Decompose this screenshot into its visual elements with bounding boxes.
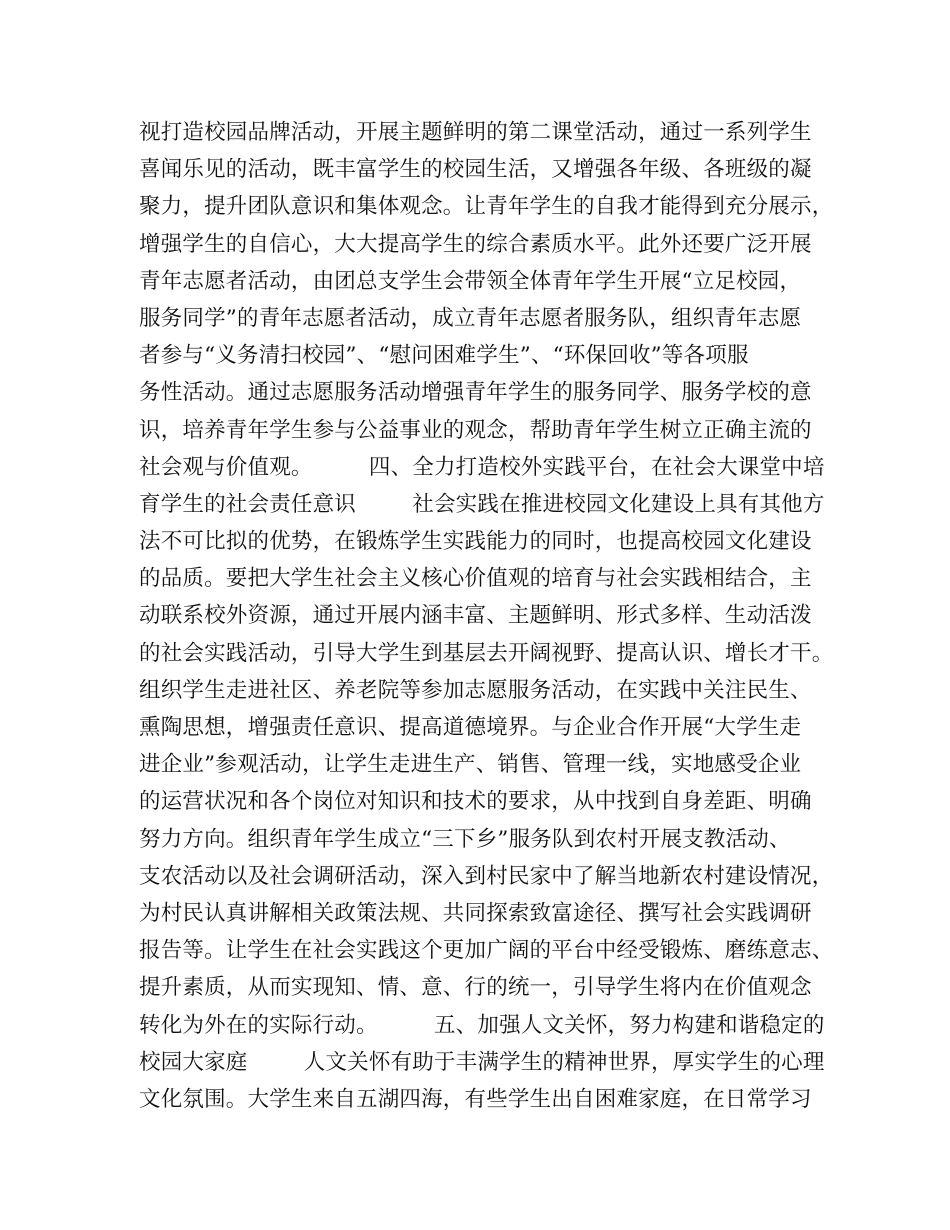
text-line: 的品质。要把大学生社会主义核心价值观的培育与社会实践相结合，主 (139, 566, 812, 592)
text-line: 务性活动。通过志愿服务活动增强青年学生的服务同学、服务学校的意 (139, 380, 812, 406)
text-line: 的运营状况和各个岗位对知识和技术的要求，从中找到自身差距、明确 (139, 789, 812, 815)
text-line: 聚力，提升团队意识和集体观念。让青年学生的自我才能得到充分展示， (139, 194, 834, 220)
text-line: 法不可比拟的优势，在锻炼学生实践能力的同时，也提高校园文化建设 (139, 529, 812, 555)
text-line: 社会观与价值观。 四、全力打造校外实践平台，在社会大课堂中培 (139, 454, 825, 480)
text-line: 为村民认真讲解相关政策法规、共同探索致富途径、撰写社会实践调研 (139, 900, 812, 926)
text-line: 努力方向。组织青年学生成立“三下乡”服务队到农村开展支教活动、 (139, 826, 791, 852)
text-line: 转化为外在的实际行动。 五、加强人文关怀，努力构建和谐稳定的 (139, 1012, 825, 1038)
text-line: 报告等。让学生在社会实践这个更加广阔的平台中经受锻炼、磨练意志、 (139, 938, 834, 964)
text-line: 育学生的社会责任意识 社会实践在推进校园文化建设上具有其他方 (139, 491, 825, 517)
text-line: 进企业”参观活动，让学生走进生产、销售、管理一线，实地感受企业 (139, 752, 802, 778)
text-line: 熏陶思想，增强责任意识、提高道德境界。与企业合作开展“大学生走 (139, 715, 802, 740)
text-line: 喜闻乐见的活动，既丰富学生的校园生活，又增强各年级、各班级的凝 (139, 157, 812, 183)
text-line: 校园大家庭 人文关怀有助于丰满学生的精神世界，厚实学生的心理 (139, 1049, 825, 1075)
text-line: 的社会实践活动，引导大学生到基层去开阔视野、提高认识、增长才干。 (139, 640, 834, 666)
text-line: 识，培养青年学生参与公益事业的观念，帮助青年学生树立正确主流的 (139, 417, 812, 443)
text-line: 增强学生的自信心，大大提高学生的综合素质水平。此外还要广泛开展 (139, 231, 812, 257)
body-text (139, 114, 839, 1118)
text-line: 青年志愿者活动，由团总支学生会带领全体青年学生开展“立足校园， (139, 268, 802, 294)
text-line: 提升素质，从而实现知、情、意、行的统一，引导学生将内在价值观念 (139, 975, 812, 1001)
text-line: 文化氛围。大学生来自五湖四海，有些学生出自困难家庭，在日常学习 (139, 1086, 812, 1112)
text-line: 组织学生走进社区、养老院等参加志愿服务活动，在实践中关注民生、 (139, 677, 812, 703)
text-line: 支农活动以及社会调研活动，深入到村民家中了解当地新农村建设情况， (139, 863, 834, 889)
text-line: 视打造校园品牌活动，开展主题鲜明的第二课堂活动，通过一系列学生 (139, 120, 812, 145)
text-line: 者参与“义务清扫校园”、“慰问困难学生”、“环保回收”等各项服 (139, 343, 749, 369)
text-line: 服务同学”的青年志愿者活动，成立青年志愿者服务队，组织青年志愿 (139, 305, 802, 331)
text-line: 动联系校外资源，通过开展内涵丰富、主题鲜明、形式多样、生动活泼 (139, 603, 812, 629)
